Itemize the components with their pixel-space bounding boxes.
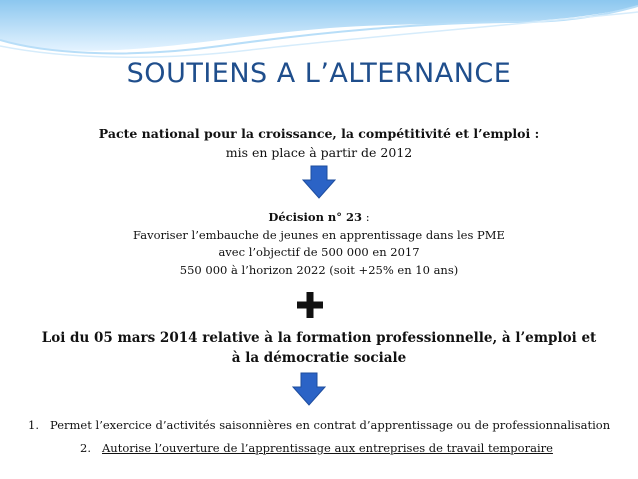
loi-block xyxy=(0,328,638,368)
decision-heading xyxy=(0,209,638,227)
pacte-heading: Pacte national pour la croissance, la compétitivité et l’emploi : xyxy=(98,126,540,141)
list-item-text: Permet l’exercice d’activités saisonnières en contrat d’apprentissage ou de professionnalisation xyxy=(50,418,611,432)
decision-line-3: 550 000 à l’horizon 2022 (soit +25% en 10 ans) xyxy=(179,262,459,277)
list-item-text: Autorise l’ouverture de l’apprentissage aux entreprises de travail temporaire xyxy=(102,441,553,455)
down-arrow-icon xyxy=(292,372,326,406)
list-item-number: 1. xyxy=(28,418,39,432)
decision-block xyxy=(0,209,638,279)
slide-title: SOUTIENS A L’ALTERNANCE xyxy=(126,58,512,89)
list-item-number: 2. xyxy=(80,441,91,455)
plus-icon xyxy=(297,292,323,318)
pacte-subtitle: mis en place à partir de 2012 xyxy=(225,145,413,160)
pacte-block xyxy=(0,124,638,162)
decision-line-2: avec l’objectif de 500 000 en 2017 xyxy=(218,245,420,259)
down-arrow-icon xyxy=(302,165,336,199)
list-item xyxy=(28,417,610,433)
loi-line-2: à la démocratie sociale xyxy=(231,350,407,366)
decision-line-1: Favoriser l’embauche de jeunes en apprentissage dans les PME xyxy=(133,227,505,242)
loi-line-1: Loi du 05 mars 2014 relative à la formation professionnelle, à l’emploi et xyxy=(41,330,597,346)
decision-number: Décision n° 23 xyxy=(268,210,363,224)
list-item xyxy=(80,440,553,456)
decision-colon: : xyxy=(362,210,370,224)
